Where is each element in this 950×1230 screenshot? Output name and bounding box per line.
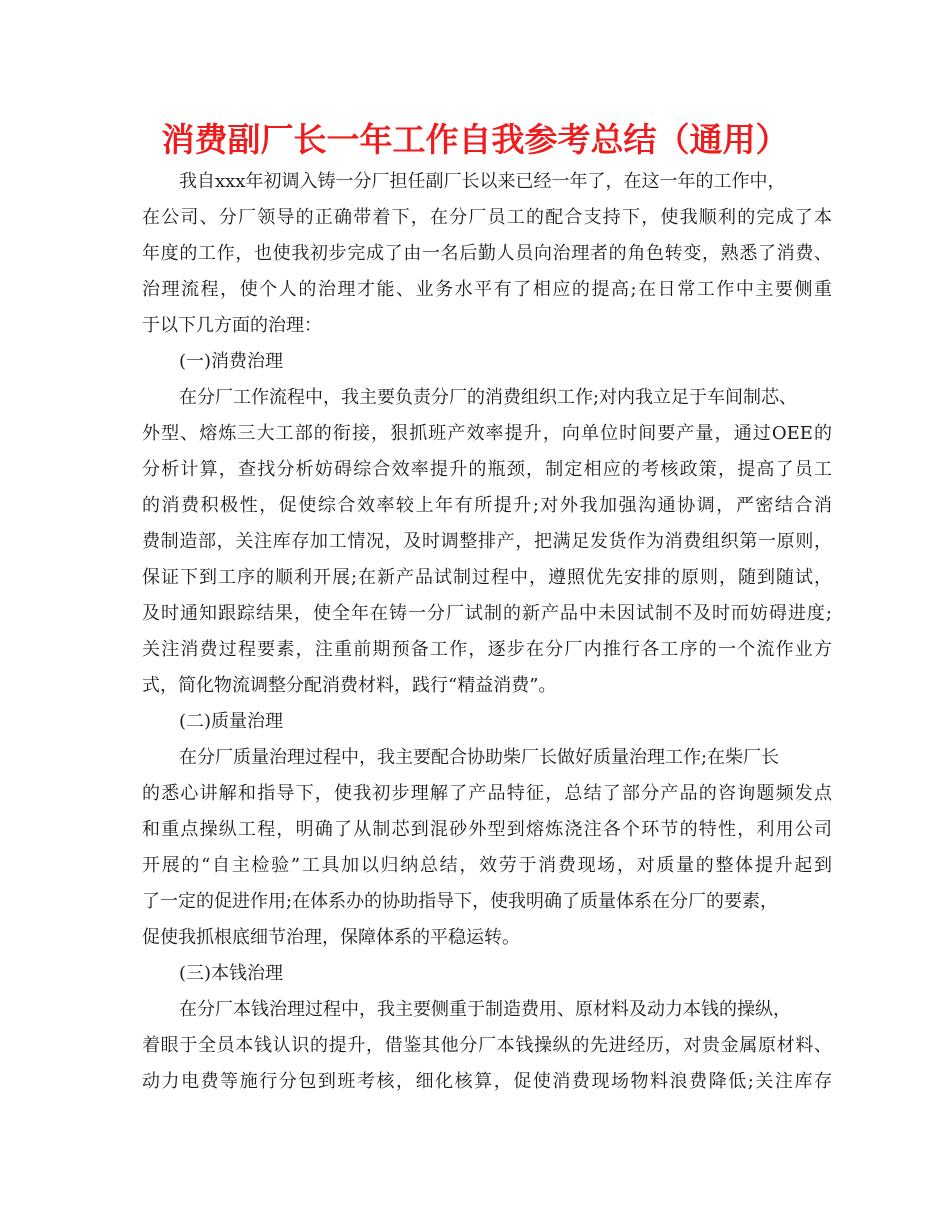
paragraph-line: 在分厂工作流程中，我主要负责分厂的消费组织工作;对内我立足于车间制芯、 (179, 387, 798, 408)
paragraph-line: 年度的工作，也使我初步完成了由一名后勤人员向治理者的角色转变，熟悉了消费、 (142, 243, 832, 264)
paragraph-line: 分析计算，查找分析妨碍综合效率提升的瓶颈，制定相应的考核政策，提高了员工 (142, 459, 832, 480)
paragraph-line: 及时通知跟踪结果，使全年在铸一分厂试制的新产品中未因试制不及时而妨碍进度; (142, 603, 832, 624)
paragraph-line: 我自xxx年初调入铸一分厂担任副厂长以来已经一年了，在这一年的工作中， (179, 171, 786, 192)
paragraph-line: 动力电费等施行分包到班考核，细化核算，促使消费现场物料浪费降低;关注库存 (142, 1071, 832, 1092)
document-body (142, 164, 832, 1100)
paragraph-line: 外型、熔炼三大工部的衔接，狠抓班产效率提升，向单位时间要产量，通过OEE的 (142, 423, 832, 444)
paragraph-line: 和重点操纵工程，明确了从制芯到混砂外型到熔炼浇注各个环节的特性，利用公司 (142, 819, 832, 840)
section-heading: (三)本钱治理 (179, 963, 284, 984)
paragraph-line: 关注消费过程要素，注重前期预备工作，逐步在分厂内推行各工序的一个流作业方 (142, 639, 832, 660)
paragraph-line: 在分厂质量治理过程中，我主要配合协助柴厂长做好质量治理工作;在柴厂长 (179, 747, 780, 768)
document-title: 消费副厂长一年工作自我参考总结（通用） (161, 120, 789, 159)
paragraph-line: 治理流程，使个人的治理才能、业务水平有了相应的提高;在日常工作中主要侧重 (142, 279, 832, 300)
paragraph-line: 在分厂本钱治理过程中，我主要侧重于制造费用、原材料及动力本钱的操纵， (179, 999, 791, 1020)
paragraph-line: 于以下几方面的治理： (142, 315, 322, 336)
paragraph-line: 开展的“自主检验”工具加以归纳总结，效劳于消费现场，对质量的整体提升起到 (142, 855, 832, 876)
paragraph-line: 在公司、分厂领导的正确带着下，在分厂员工的配合支持下，使我顺利的完成了本 (142, 207, 832, 228)
paragraph-line: 式，简化物流调整分配消费材料，践行“精益消费”。 (142, 675, 557, 696)
paragraph-line: 着眼于全员本钱认识的提升，借鉴其他分厂本钱操纵的先进经历，对贵金属原材料、 (142, 1035, 832, 1056)
paragraph-line: 促使我抓根底细节治理，保障体系的平稳运转。 (142, 927, 520, 948)
section-heading: (二)质量治理 (179, 711, 284, 732)
section-heading: (一)消费治理 (179, 351, 284, 372)
paragraph-line: 的消费积极性，促使综合效率较上年有所提升;对外我加强沟通协调，严密结合消 (142, 495, 832, 516)
paragraph-line: 了一定的促进作用;在体系办的协助指导下，使我明确了质量体系在分厂的要素， (142, 891, 779, 912)
paragraph-line: 保证下到工序的顺利开展;在新产品试制过程中，遵照优先安排的原则，随到随试， (142, 567, 832, 588)
paragraph-line: 的悉心讲解和指导下，使我初步理解了产品特征，总结了部分产品的咨询题频发点 (142, 783, 832, 804)
paragraph-line: 费制造部，关注库存加工情况，及时调整排产，把满足发货作为消费组织第一原则， (142, 531, 832, 552)
